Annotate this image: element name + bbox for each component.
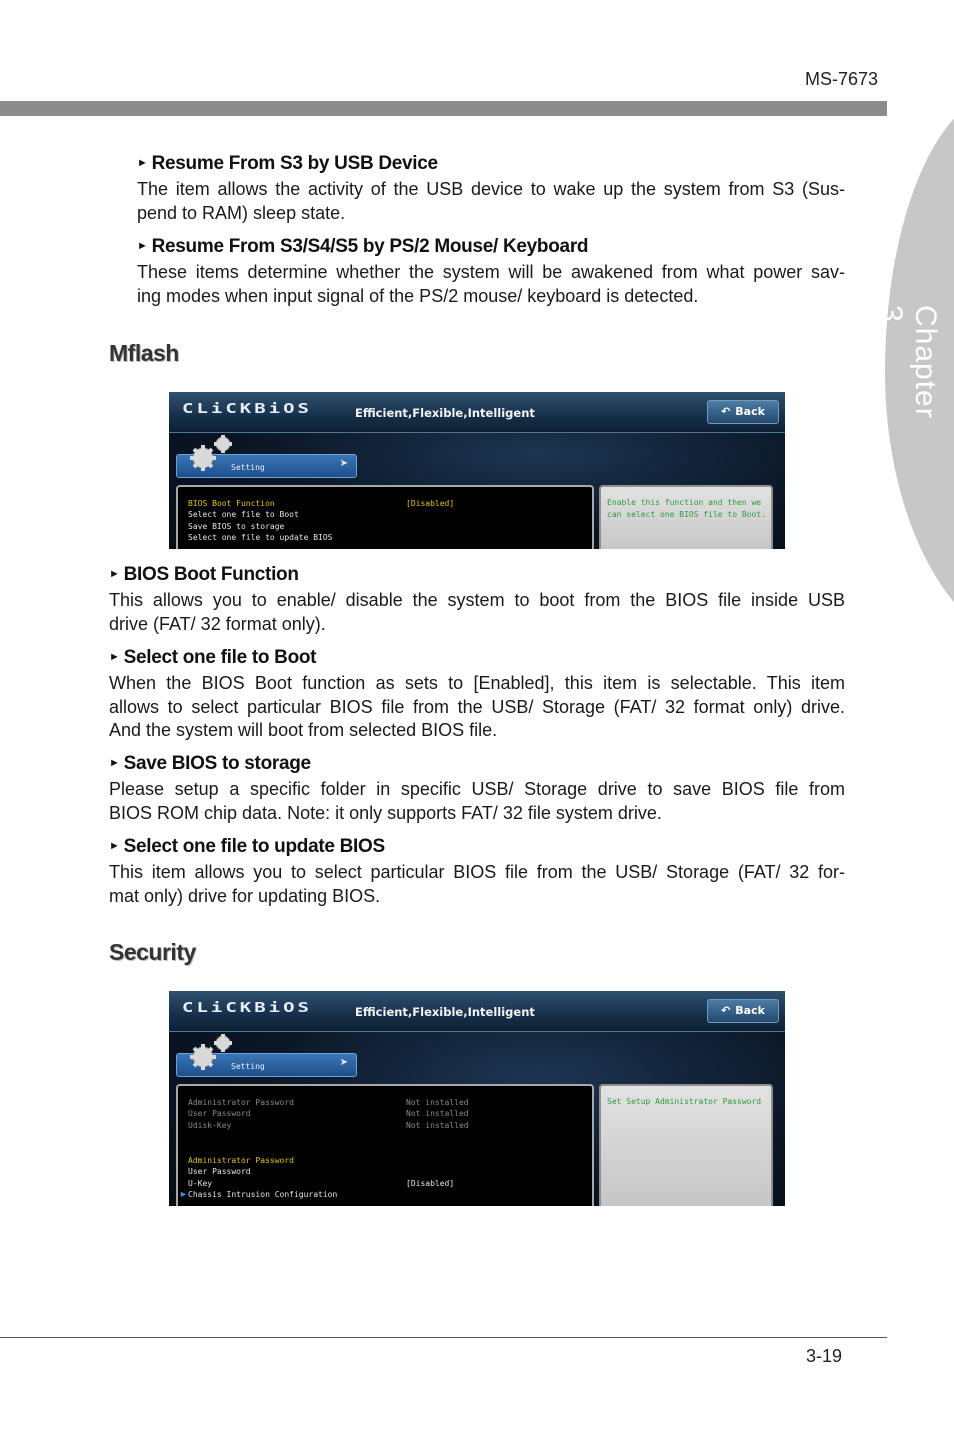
item-heading: ► BIOS Boot Function [109, 564, 299, 585]
page-number: 3-19 [806, 1346, 843, 1366]
bios-tagline: Efficient,Flexible,Intelligent [355, 406, 535, 420]
back-button[interactable]: ↶ Back [707, 999, 779, 1023]
item-heading: ► Select one file to update BIOS [109, 836, 385, 857]
item-heading: ► Resume From S3 by USB Device [137, 153, 438, 174]
back-arrow-icon: ↶ [721, 1004, 731, 1017]
item-heading: ► Select one file to Boot [109, 647, 317, 668]
bios-header [169, 991, 785, 1032]
bios-menu-panel [176, 485, 594, 549]
bios-menu-item[interactable]: Save BIOS to storage [188, 522, 285, 531]
bios-menu-item[interactable]: BIOS Boot Function [188, 499, 275, 508]
bios-menu-item[interactable]: Administrator Password [188, 1156, 294, 1165]
bios-help-text: Set Setup Administrator Password [607, 1097, 762, 1106]
bios-help-text: Enable this function and then we can select one BIOS file to Boot. [607, 498, 766, 519]
bios-menu-item[interactable]: Chassis Intrusion Configuration [188, 1190, 338, 1199]
gear-icon [185, 1031, 235, 1075]
setting-button[interactable]: Setting ➤ [176, 1053, 357, 1077]
model-number: MS-7673 [805, 69, 879, 89]
gear-icon [185, 432, 235, 476]
bios-status-value: Not installed [406, 1121, 469, 1130]
item-body: Please setup a specific folder in specific USB/ Storage drive to save BIOS file from BIOS ROM chip data. Note: it only supports FAT/ 32 file system drive. [109, 779, 845, 823]
bios-menu-item[interactable]: Select one file to Boot [188, 510, 299, 519]
bios-menu-value[interactable]: [Disabled] [406, 499, 455, 508]
bios-tagline: Efficient,Flexible,Intelligent [355, 1005, 535, 1019]
bios-help-panel [599, 485, 773, 549]
bottom-line [0, 1337, 887, 1338]
bios-status-value: Not installed [406, 1109, 469, 1118]
cursor-icon: ➤ [339, 1057, 348, 1068]
section-title-security: Security [109, 939, 196, 965]
triangle-bullet-icon: ► [137, 240, 148, 252]
section-title-mflash: Mflash [109, 340, 179, 366]
submenu-arrow-icon: ► [179, 1189, 188, 1199]
item-body: These items determine whether the system will be awakened from what power sav- ing modes when input signal of the PS/2 mouse/ keyboard is detected. [137, 262, 845, 306]
back-button[interactable]: ↶ Back [707, 400, 779, 424]
bios-menu-panel [176, 1084, 594, 1206]
triangle-bullet-icon: ► [109, 757, 120, 769]
triangle-bullet-icon: ► [109, 568, 120, 580]
bios-menu-item[interactable]: U-Key [188, 1179, 213, 1188]
back-arrow-icon: ↶ [721, 405, 731, 418]
setting-button[interactable]: Setting ➤ [176, 454, 357, 478]
bios-header [169, 392, 785, 433]
triangle-bullet-icon: ► [109, 651, 120, 663]
bios-status-label: Administrator Password [188, 1098, 294, 1107]
bios-status-label: Udisk-Key [188, 1121, 232, 1130]
bios-help-panel [599, 1084, 773, 1206]
clickbios-logo: CLiCKBiOS [182, 1000, 312, 1016]
item-body: This allows you to enable/ disable the system to boot from the BIOS file inside USB drive (FAT/ 32 format only). [109, 590, 845, 634]
bios-status-label: User Password [188, 1109, 251, 1118]
bios-screenshot-security [169, 991, 785, 1206]
triangle-bullet-icon: ► [109, 840, 120, 852]
clickbios-logo: CLiCKBiOS [182, 401, 312, 417]
bios-menu-value[interactable]: [Disabled] [406, 1179, 455, 1188]
bios-menu-item[interactable]: User Password [188, 1167, 251, 1176]
cursor-icon: ➤ [339, 458, 348, 469]
item-body: When the BIOS Boot function as sets to [Enabled], this item is selectable. This item allows to select particular BIOS file from the USB/ Storage (FAT/ 32 format only) drive. And the system will boot from selected BIOS file. [109, 673, 845, 740]
top-bar [0, 101, 887, 116]
triangle-bullet-icon: ► [137, 157, 148, 169]
item-heading: ► Save BIOS to storage [109, 753, 311, 774]
item-heading: ► Resume From S3/S4/S5 by PS/2 Mouse/ Keyboard [137, 236, 589, 257]
item-body: This item allows you to select particular BIOS file from the USB/ Storage (FAT/ 32 for- mat only) drive for updating BIOS. [109, 862, 845, 906]
bios-screenshot-mflash [169, 392, 785, 549]
item-body: The item allows the activity of the USB device to wake up the system from S3 (Sus- pend to RAM) sleep state. [137, 179, 845, 223]
chapter-label: Chapter 3 [875, 305, 942, 419]
bios-status-value: Not installed [406, 1098, 469, 1107]
bios-menu-item[interactable]: Select one file to update BIOS [188, 533, 333, 542]
